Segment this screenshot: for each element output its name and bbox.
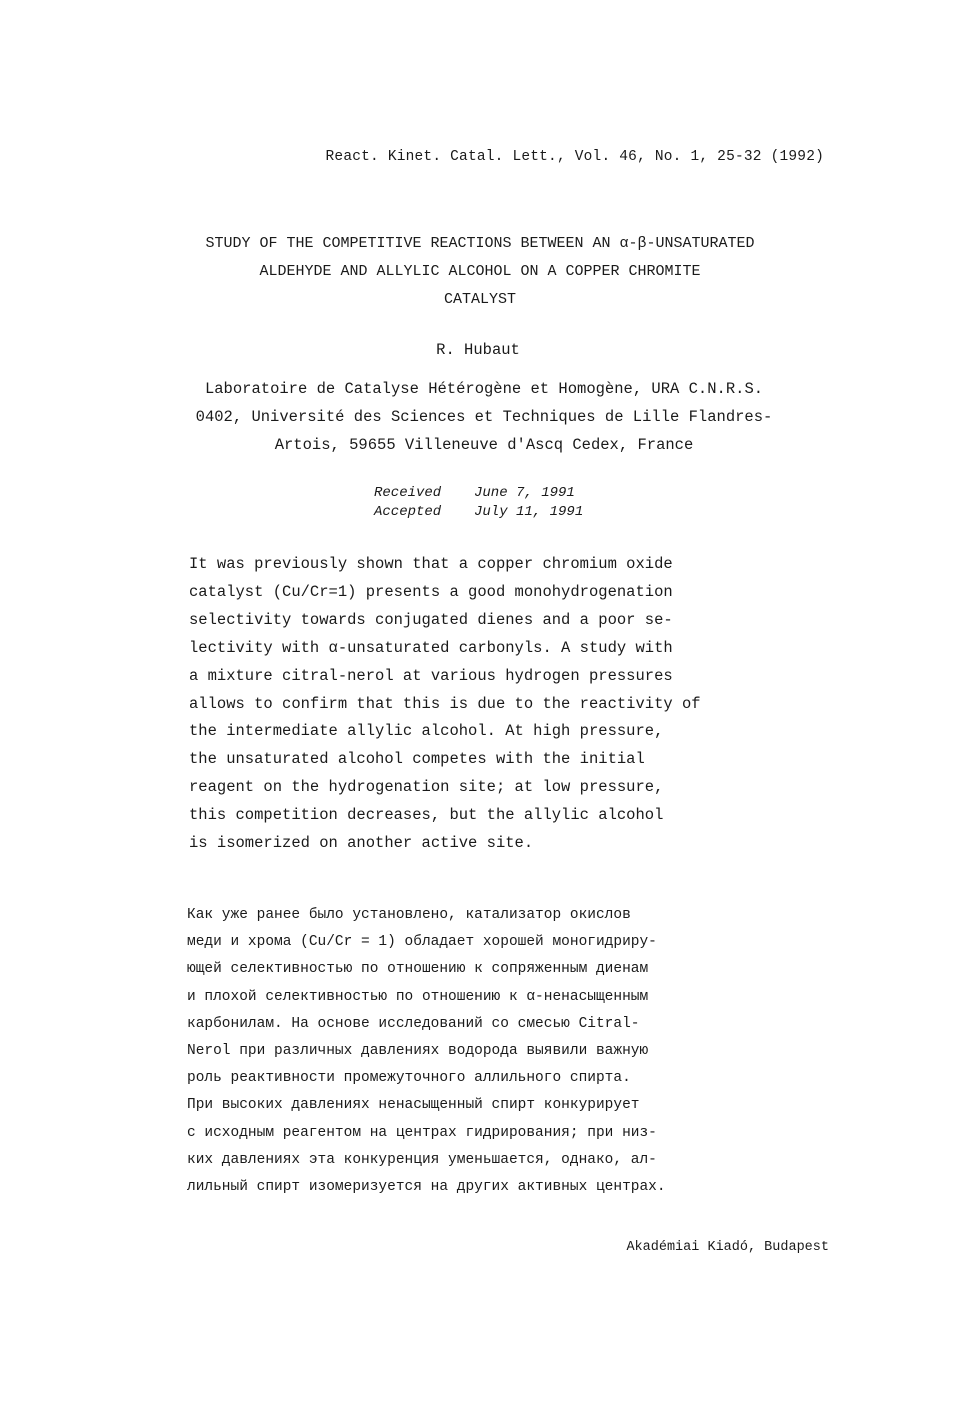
abstract-ru-line: с исходным реагентом на центрах гидрирования; при низ-: [187, 1124, 657, 1141]
abstract-ru-line: Как уже ранее было установлено, катализатор окислов: [187, 907, 631, 923]
accepted-row: [374, 503, 583, 522]
accepted-date: July 11, 1991: [474, 504, 584, 520]
submission-dates: [374, 484, 583, 522]
paper-title: [100, 230, 860, 314]
publisher-line: Akadémiai Kiadó, Budapest: [626, 1240, 829, 1255]
received-row: [374, 484, 583, 503]
abstract-line: selectivity towards conjugated dienes and a poor se-: [189, 610, 673, 629]
received-label: Received: [374, 485, 442, 501]
abstract-russian: [187, 902, 827, 1201]
abstract-line: the unsaturated alcohol competes with the initial: [189, 750, 645, 769]
abstract-line: lectivity with α-unsaturated carbonyls. A study with: [189, 638, 673, 657]
abstract-line: a mixture citral-nerol at various hydrogen pressures: [189, 666, 673, 685]
affiliation-line: Artois, 59655 Villeneuve d'Ascq Cedex, France: [274, 436, 694, 454]
title-line: CATALYST: [443, 291, 516, 308]
abstract-ru-line: меди и хрома (Cu/Cr = 1) обладает хорошей моногидриру-: [187, 934, 657, 951]
abstract-line: catalyst (Cu/Cr=1) presents a good monohydrogenation: [189, 582, 673, 601]
abstract-line: is isomerized on another active site.: [189, 834, 534, 853]
abstract-ru-line: карбонилам. На основе исследований со смесью Citral-: [187, 1015, 640, 1032]
abstract-line: this competition decreases, but the allylic alcohol: [189, 806, 664, 825]
affiliation-line: 0402, Université des Sciences et Techniques de Lille Flandres-: [195, 408, 773, 426]
abstract-line: reagent on the hydrogenation site; at low pressure,: [189, 778, 664, 797]
affiliation: [100, 375, 868, 459]
abstract-line: the intermediate allylic alcohol. At high pressure,: [189, 722, 664, 741]
abstract-ru-line: При высоких давлениях ненасыщенный спирт конкурирует: [187, 1097, 640, 1114]
abstract-ru-line: Nerol при различных давлениях водорода выявили важную: [187, 1043, 649, 1060]
abstract-ru-line: и плохой селективностью по отношению к α-ненасыщенным: [187, 988, 649, 1005]
abstract-ru-line: лильный спирт изомеризуется на других активных центрах.: [187, 1179, 666, 1196]
title-line: ALDEHYDE AND ALLYLIC ALCOHOL ON A COPPER CHROMITE: [259, 263, 701, 280]
journal-reference: React. Kinet. Catal. Lett., Vol. 46, No. 1, 25-32 (1992): [325, 149, 824, 165]
accepted-label: Accepted: [374, 504, 442, 520]
abstract-ru-line: роль реактивности промежуточного аллильного спирта.: [187, 1070, 631, 1087]
abstract-ru-line: ких давлениях эта конкуренция уменьшается, однако, ал-: [187, 1151, 657, 1168]
abstract-ru-line: ющей селективностью по отношению к сопряженным диенам: [187, 961, 649, 978]
author-name: R. Hubaut: [436, 341, 520, 359]
abstract-line: allows to confirm that this is due to the reactivity of: [189, 694, 701, 713]
abstract-english: [189, 551, 789, 858]
affiliation-line: Laboratoire de Catalyse Hétérogène et Homogène, URA C.N.R.S.: [204, 380, 764, 398]
abstract-line: It was previously shown that a copper chromium oxide: [189, 555, 673, 573]
received-date: June 7, 1991: [474, 485, 575, 501]
title-line: STUDY OF THE COMPETITIVE REACTIONS BETWEEN AN α-β-UNSATURATED: [205, 235, 755, 252]
